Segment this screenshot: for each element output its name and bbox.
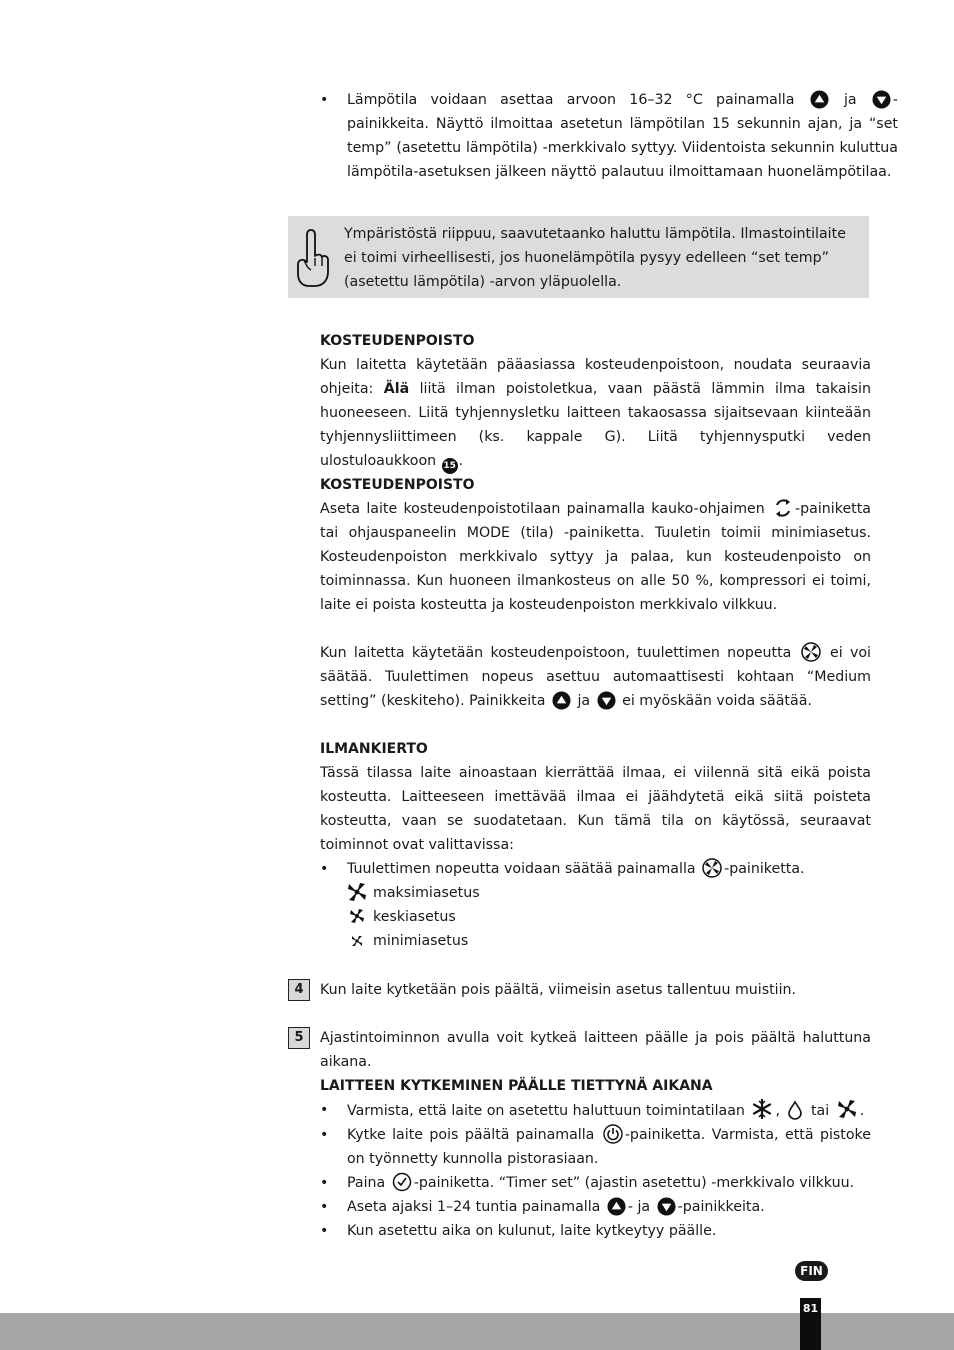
circulation-bullet [320, 857, 871, 881]
language-badge: FIN [795, 1261, 828, 1281]
text-run: , [775, 1103, 785, 1119]
text-run: liitä ilman poistoletkua, vaan päästä lämmin ilma takaisin huoneeseen. Liitä tyhjennysletku laitteen takaosassa sijaitsevaan kiinteään tyhjennysliittimeen (ks. kappale G). Liitä tyhjennysputki veden ulostuloaukkoon [320, 381, 871, 469]
timer-bullet-2 [320, 1123, 871, 1171]
timer-bullet-3 [320, 1171, 871, 1195]
temp-text-2: ja [830, 92, 870, 108]
up-button-icon [552, 691, 571, 710]
text-run: -painiketta. Varmista, että pistoke on työnnetty kunnolla pistorasiaan. [347, 1127, 871, 1167]
text-run: Tuulettimen nopeutta voidaan säätää painamalla [347, 861, 701, 877]
page-number: 81 [800, 1298, 821, 1350]
bullet: • [320, 1175, 329, 1191]
fan-min-icon [347, 930, 367, 950]
up-button-icon [607, 1197, 626, 1216]
fan-medium-icon [347, 906, 367, 926]
text-run: ei voi säätää. Tuulettimen nopeus asettuu automaattisesti kohtaan “Medium setting” (keskiteho). Painikkeita [320, 645, 871, 709]
text-run: -painiketta. “Timer set” (ajastin asetettu) -merkkivalo vilkkuu. [413, 1175, 855, 1191]
section-heading: KOSTEUDENPOISTO [320, 477, 475, 493]
power-button-icon [603, 1124, 623, 1144]
timer-bullet-4 [320, 1195, 871, 1219]
step-number-4: 4 [288, 979, 310, 1001]
text-run: tai [806, 1103, 834, 1119]
fan-max-icon [347, 882, 367, 902]
speed-label: keskiasetus [373, 909, 456, 925]
fan-speed-icon [702, 858, 722, 878]
note-box [288, 216, 869, 298]
text-run: -painikkeita. [677, 1199, 765, 1215]
speed-label: minimiasetus [373, 933, 469, 949]
bullet: • [320, 1199, 329, 1215]
cooling-mode-icon [751, 1098, 773, 1120]
fan-speed-icon [801, 642, 821, 662]
dehumidify-paragraph-1 [320, 353, 871, 474]
text-run: -painiketta. [724, 861, 805, 877]
step-5-section [320, 1026, 871, 1243]
section-heading: KOSTEUDENPOISTO [320, 333, 475, 349]
text-run: -painiketta tai ohjauspaneelin MODE (tila) -painiketta. Tuuletin toimii minimiasetus. Kosteudenpoiston merkkivalo syttyy ja palaa, kun kosteudenpoisto on toiminnassa. Kun huoneen ilmankosteus on alle 50 %, kompressori ei toimi, laite ei poista kosteutta ja kosteudenpoiston merkkivalo vilkkuu. [320, 501, 871, 613]
circled-number-icon: 15 [442, 458, 458, 474]
timer-on-heading: LAITTEEN KYTKEMINEN PÄÄLLE TIETTYNÄ AIKANA [320, 1078, 713, 1094]
dehumidify-drop-icon [786, 1100, 804, 1120]
text-run: Paina [347, 1175, 390, 1191]
bullet: • [320, 1102, 329, 1118]
text-run: Kun asetettu aika on kulunut, laite kytkeytyy päälle. [347, 1223, 717, 1239]
section-heading: ILMANKIERTO [320, 741, 428, 757]
mode-icon [773, 498, 793, 518]
text-run: Aseta ajaksi 1–24 tuntia painamalla [347, 1199, 605, 1215]
dehumidify-paragraph-2 [320, 497, 871, 617]
text-run: ei myöskään voida säätää. [617, 693, 812, 709]
fan-mode-icon [836, 1098, 858, 1120]
text-run: ja [572, 693, 595, 709]
pointing-hand-icon [293, 226, 331, 290]
bold-word: Älä [383, 381, 410, 397]
step-4-text: Kun laite kytketään pois päältä, viimeisin asetus tallentuu muistiin. [320, 982, 797, 998]
timer-bullet-5 [320, 1219, 871, 1243]
bullet: • [320, 92, 329, 108]
bullet: • [320, 1127, 329, 1143]
dehumidify-section-1 [320, 329, 871, 474]
circulation-paragraph: Tässä tilassa laite ainoastaan kierrättää ilmaa, ei viilennä sitä eikä poista kosteutta. Laitteeseen imettävää ilmaa ei jäähdytetä eikä siitä poisteta kosteutta, vaan se suodatetaan. Kun tämä tila on käytössä, seuraavat toiminnot ovat valittavissa: [320, 765, 871, 853]
text-run: Aseta laite kosteudenpoistotilaan painamalla kauko-ohjaimen [320, 501, 772, 517]
temperature-bullet [320, 88, 898, 184]
down-button-icon [657, 1197, 676, 1216]
circulation-section [320, 737, 871, 953]
dehumidify-section-2 [320, 473, 871, 617]
speed-medium-item [320, 905, 871, 929]
step-number-5: 5 [288, 1027, 310, 1049]
text-run: - ja [627, 1199, 655, 1215]
speed-min-item [320, 929, 871, 953]
speed-max-item [320, 881, 871, 905]
temp-text-1: Lämpötila voidaan asettaa arvoon 16–32 °C painamalla [347, 92, 808, 108]
text-run: Kytke laite pois päältä painamalla [347, 1127, 601, 1143]
down-button-icon [872, 90, 891, 109]
temp-text-3: -painikkeita. Näyttö ilmoittaa asetetun lämpötilan 15 sekunnin ajan, ja “set temp” (asetettu lämpötila) -merkkivalo syttyy. Viidentoista sekunnin kuluttua lämpötila-asetuksen jälkeen näyttö palautuu ilmoittamaan huonelämpötilaa. [347, 92, 898, 180]
speed-label: maksimiasetus [373, 885, 480, 901]
bullet: • [320, 861, 329, 877]
text-run: Kun laitetta käytetään kosteudenpoistoon, tuulettimen nopeutta [320, 645, 799, 661]
text-run: Kun laitetta käytetään pääasiassa kosteudenpoistoon, noudata seuraavia ohjeita: [320, 357, 871, 397]
timer-icon [392, 1172, 412, 1192]
note-text: Ympäristöstä riippuu, saavutetaanko haluttu lämpötila. Ilmastointilaite ei toimi virheellisesti, jos huonelämpötila pysyy edelleen “set temp” (asetettu lämpötila) -arvon yläpuolella. [344, 226, 846, 290]
bullet: • [320, 1223, 329, 1239]
dehumidify-paragraph-3 [320, 641, 871, 713]
down-button-icon [597, 691, 616, 710]
text-run: . [458, 453, 464, 469]
timer-bullet-1 [320, 1098, 871, 1123]
text-run: Varmista, että laite on asetettu haluttuun toimintatilaan [347, 1103, 750, 1119]
up-button-icon [810, 90, 829, 109]
step-5-text: Ajastintoiminnon avulla voit kytkeä laitteen päälle ja pois päältä haluttuna aikana. [320, 1030, 871, 1070]
text-run: . [859, 1103, 865, 1119]
